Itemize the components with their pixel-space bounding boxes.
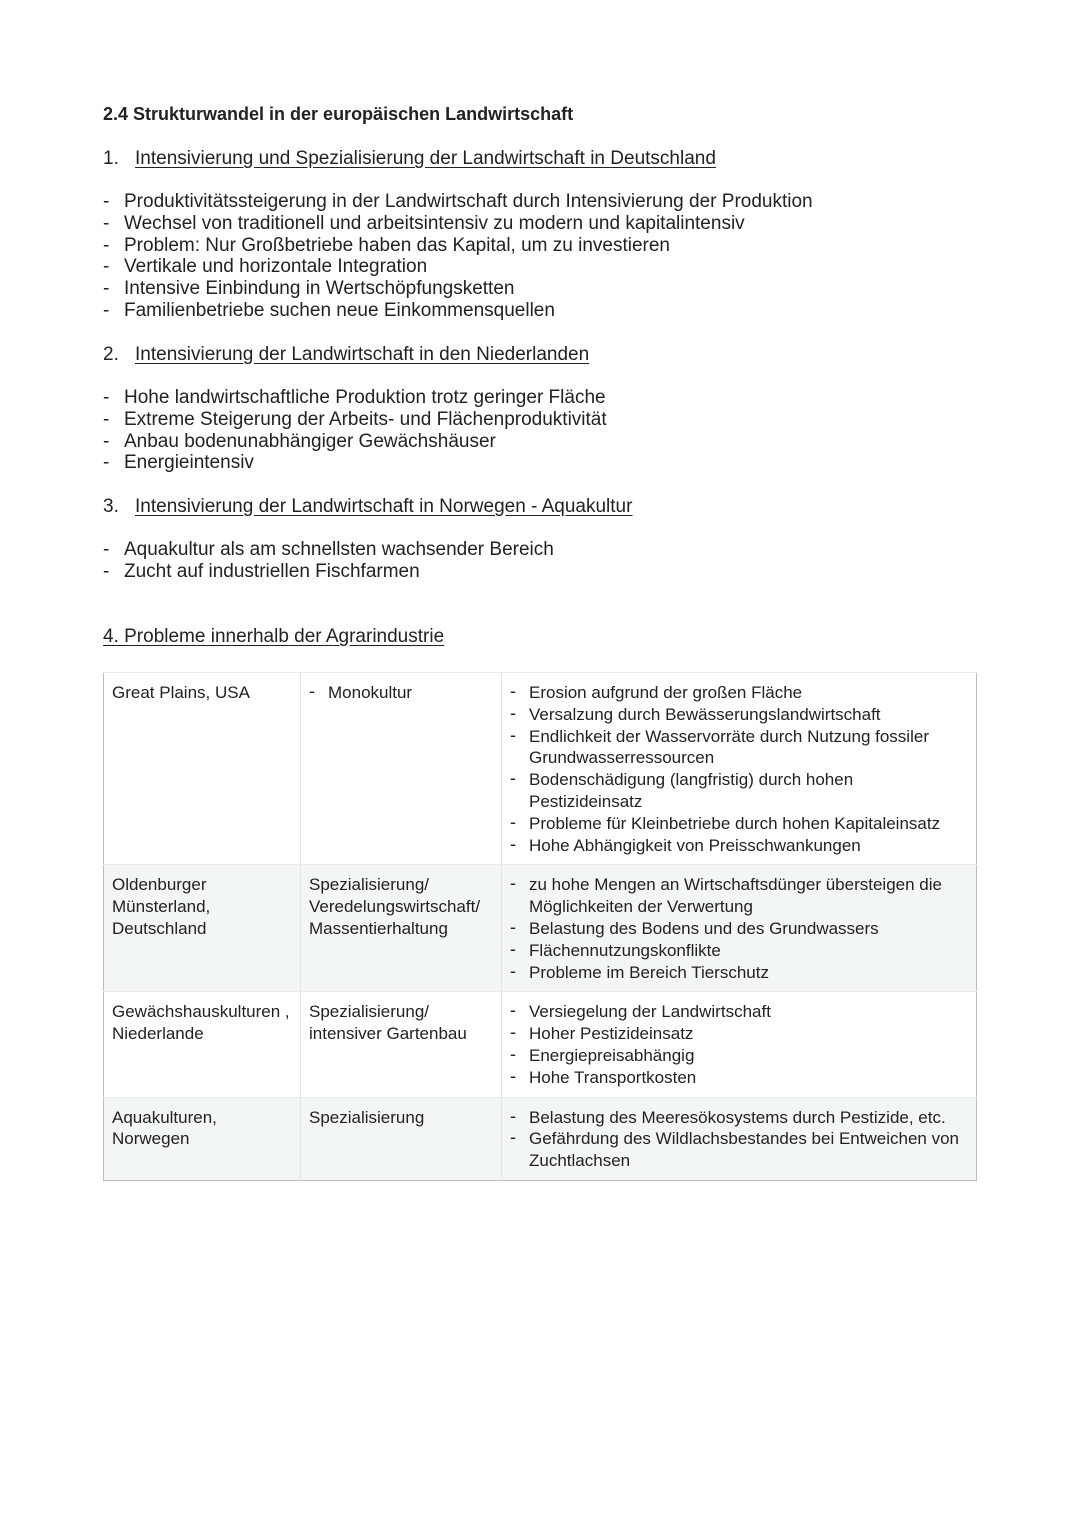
list-item: - Hohe landwirtschaftliche Produktion trotz geringer Fläche <box>103 387 607 409</box>
problems-table <box>103 672 977 1181</box>
problems-cell <box>502 1097 977 1180</box>
region-cell: Aquakulturen, Norwegen <box>104 1097 301 1180</box>
problem-item: - Endlichkeit der Wasservorräte durch Nutzung fossiler Grundwasserressourcen <box>510 726 968 770</box>
type-cell: Spezialisierung/ Veredelungswirtschaft/ Massentierhaltung <box>301 865 502 992</box>
section-2-title: Intensivierung der Landwirtschaft in den Niederlanden <box>135 344 590 365</box>
section-1-list <box>103 191 813 322</box>
section-1-number: 1. <box>103 148 119 169</box>
region-cell: Gewächshauskulturen , Niederlande <box>104 992 301 1097</box>
problem-item: - Erosion aufgrund der großen Fläche <box>510 682 968 704</box>
problem-item: - Versiegelung der Landwirtschaft <box>510 1001 968 1023</box>
problem-item: - Bodenschädigung (langfristig) durch hohen Pestizideinsatz <box>510 769 968 813</box>
list-item: - Extreme Steigerung der Arbeits- und Flächenproduktivität <box>103 409 607 431</box>
list-item: - Energieintensiv <box>103 452 607 474</box>
table-row <box>104 992 977 1097</box>
problem-item: - Energiepreisabhängig <box>510 1045 968 1067</box>
problem-item: - Flächennutzungskonflikte <box>510 940 968 962</box>
section-2-heading <box>103 344 589 366</box>
list-item: - Wechsel von traditionell und arbeitsintensiv zu modern und kapitalintensiv <box>103 213 813 235</box>
section-3-title: Intensivierung der Landwirtschaft in Norwegen - Aquakultur <box>135 496 633 517</box>
list-item: - Anbau bodenunabhängiger Gewächshäuser <box>103 431 607 453</box>
problem-item: - Gefährdung des Wildlachsbestandes bei Entweichen von Zuchtlachsen <box>510 1128 968 1172</box>
section-2-number: 2. <box>103 344 119 365</box>
problem-item: - Belastung des Meeresökosystems durch Pestizide, etc. <box>510 1107 968 1129</box>
section-2-list <box>103 387 607 474</box>
problems-cell <box>502 865 977 992</box>
section-1-title: Intensivierung und Spezialisierung der Landwirtschaft in Deutschland <box>135 148 716 169</box>
list-item: - Familienbetriebe suchen neue Einkommensquellen <box>103 300 813 322</box>
problem-item: - zu hohe Mengen an Wirtschaftsdünger übersteigen die Möglichkeiten der Verwertung <box>510 874 968 918</box>
list-item: - Produktivitätssteigerung in der Landwirtschaft durch Intensivierung der Produktion <box>103 191 813 213</box>
section-4-heading: 4. Probleme innerhalb der Agrarindustrie <box>103 626 445 647</box>
problem-item: - Versalzung durch Bewässerungslandwirtschaft <box>510 704 968 726</box>
problem-item: - Belastung des Bodens und des Grundwassers <box>510 918 968 940</box>
problem-item: - Hohe Transportkosten <box>510 1067 968 1089</box>
type-cell: Spezialisierung/ intensiver Gartenbau <box>301 992 502 1097</box>
section-3-number: 3. <box>103 496 119 517</box>
page-title: 2.4 Strukturwandel in der europäischen Landwirtschaft <box>103 104 574 124</box>
problems-cell <box>502 673 977 865</box>
problem-item: - Hohe Abhängigkeit von Preisschwankungen <box>510 835 968 857</box>
type-cell: Spezialisierung <box>301 1097 502 1180</box>
table-row <box>104 1097 977 1180</box>
list-item: - Aquakultur als am schnellsten wachsender Bereich <box>103 539 554 561</box>
type-cell <box>301 673 502 865</box>
list-item: - Problem: Nur Großbetriebe haben das Kapital, um zu investieren <box>103 235 813 257</box>
section-3-heading <box>103 496 632 518</box>
type-item: - Monokultur <box>309 682 493 704</box>
table-row <box>104 673 977 865</box>
region-cell: Great Plains, USA <box>104 673 301 865</box>
list-item: - Intensive Einbindung in Wertschöpfungsketten <box>103 278 813 300</box>
problem-item: - Probleme im Bereich Tierschutz <box>510 962 968 984</box>
problem-item: - Probleme für Kleinbetriebe durch hohen Kapitaleinsatz <box>510 813 968 835</box>
section-3-list <box>103 539 554 583</box>
list-item: - Vertikale und horizontale Integration <box>103 256 813 278</box>
problems-cell <box>502 992 977 1097</box>
section-1-heading <box>103 148 716 170</box>
problem-item: - Hoher Pestizideinsatz <box>510 1023 968 1045</box>
table-row <box>104 865 977 992</box>
list-item: - Zucht auf industriellen Fischfarmen <box>103 561 554 583</box>
region-cell: Oldenburger Münsterland, Deutschland <box>104 865 301 992</box>
